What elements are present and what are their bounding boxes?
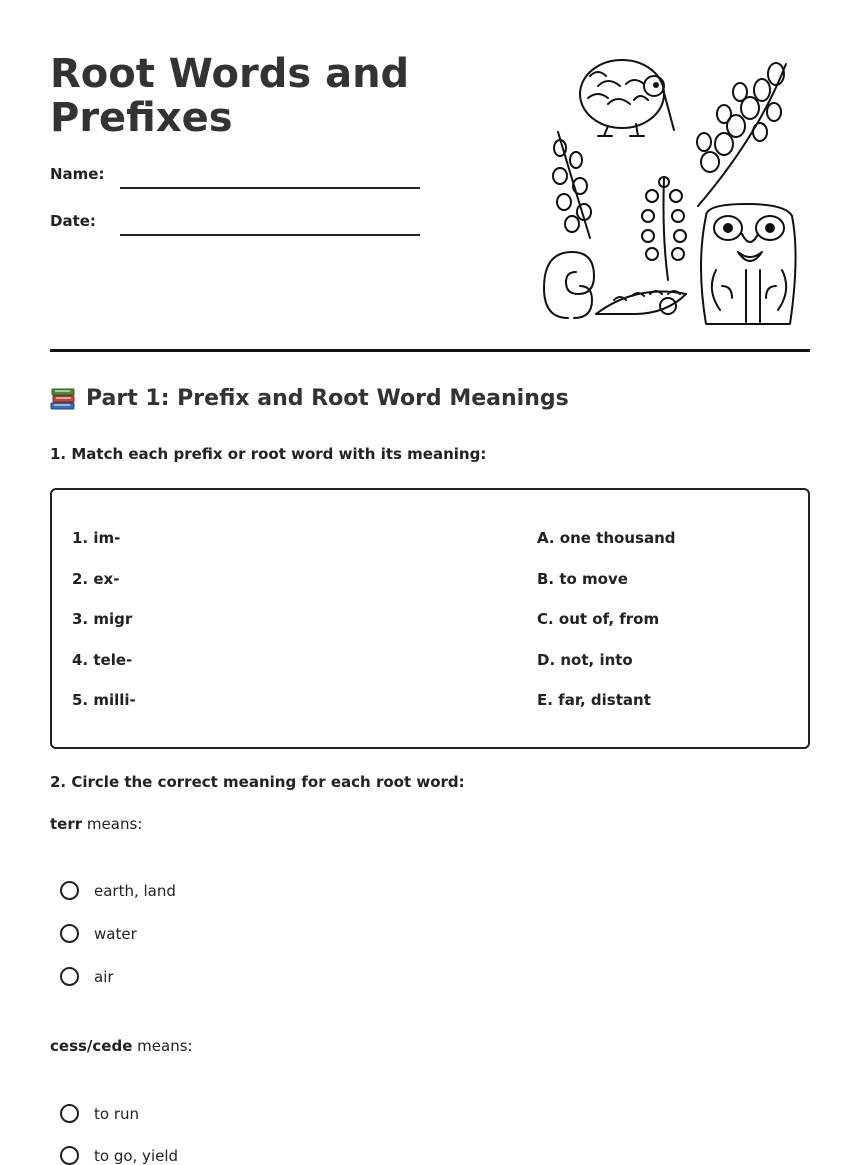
section-title bbox=[50, 386, 569, 411]
means-label: means: bbox=[132, 1037, 193, 1055]
lizard-frond-icon bbox=[596, 291, 686, 314]
match-right-item: E. far, distant bbox=[537, 691, 651, 709]
date-field[interactable] bbox=[120, 234, 420, 236]
date-label: Date: bbox=[50, 212, 96, 230]
question-1-title: 1. Match each prefix or root word with its meaning: bbox=[50, 445, 487, 463]
option-earth-land[interactable] bbox=[60, 881, 176, 900]
fern-middle-icon bbox=[642, 177, 686, 280]
match-left-item: 4. tele- bbox=[72, 651, 133, 669]
radio-circle[interactable] bbox=[60, 1104, 79, 1123]
option-label: earth, land bbox=[94, 881, 176, 900]
books-icon bbox=[50, 387, 76, 411]
name-field[interactable] bbox=[120, 187, 420, 189]
radio-circle[interactable] bbox=[60, 1146, 79, 1165]
option-to-go-yield[interactable] bbox=[60, 1146, 178, 1165]
match-left-item: 5. milli- bbox=[72, 691, 136, 709]
fern-left-icon bbox=[553, 132, 591, 238]
section-title-text: Part 1: Prefix and Root Word Meanings bbox=[86, 386, 569, 411]
root-word: cess/cede bbox=[50, 1037, 133, 1055]
fern-right-icon bbox=[697, 63, 786, 206]
header-divider bbox=[50, 349, 810, 352]
tiki-carving-icon bbox=[701, 204, 796, 324]
match-right-item: C. out of, from bbox=[537, 610, 660, 628]
question-2-title: 2. Circle the correct meaning for each root word: bbox=[50, 773, 465, 791]
match-left-item: 2. ex- bbox=[72, 570, 120, 588]
option-label: water bbox=[94, 924, 137, 943]
match-left-item: 1. im- bbox=[72, 529, 121, 547]
match-right-item: A. one thousand bbox=[537, 529, 676, 547]
means-label: means: bbox=[82, 815, 143, 833]
option-to-run[interactable] bbox=[60, 1104, 139, 1123]
option-air[interactable] bbox=[60, 967, 114, 986]
kiwi-fern-tiki-illustration bbox=[538, 56, 810, 326]
option-label: to run bbox=[94, 1104, 140, 1123]
match-right-item: D. not, into bbox=[537, 651, 633, 669]
radio-circle[interactable] bbox=[60, 924, 79, 943]
match-right-item: B. to move bbox=[537, 570, 628, 588]
option-label: air bbox=[94, 967, 114, 986]
name-label: Name: bbox=[50, 165, 105, 183]
root-word: terr bbox=[50, 815, 83, 833]
kiwi-bird-icon bbox=[580, 60, 674, 136]
matching-box bbox=[50, 488, 810, 749]
root-prompt-cess-cede bbox=[50, 1037, 193, 1055]
option-water[interactable] bbox=[60, 924, 137, 943]
worksheet-title: Root Words and Prefixes bbox=[50, 51, 410, 141]
match-left-item: 3. migr bbox=[72, 610, 133, 628]
radio-circle[interactable] bbox=[60, 881, 79, 900]
option-label: to go, yield bbox=[94, 1146, 179, 1165]
root-prompt-terr bbox=[50, 815, 142, 833]
koru-spiral-icon bbox=[544, 252, 594, 318]
radio-circle[interactable] bbox=[60, 967, 79, 986]
